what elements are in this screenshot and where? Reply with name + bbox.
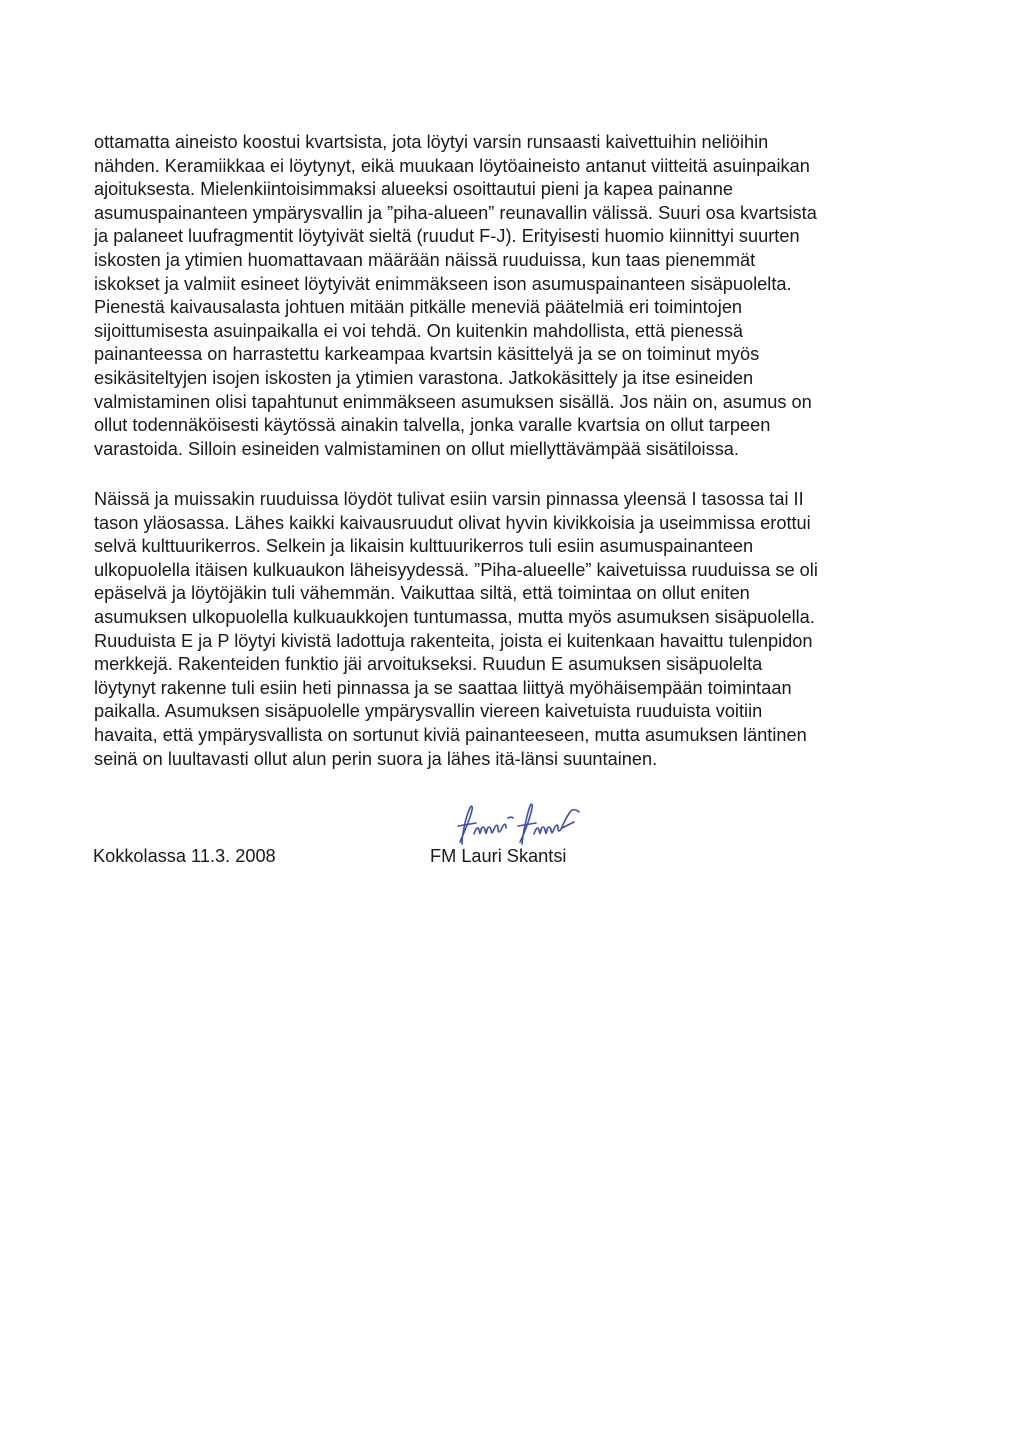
text-line: iskosten ja ytimien huomattavaan määrään näissä ruuduissa, kun taas pienemmät xyxy=(94,249,756,270)
text-line: iskokset ja valmiit esineet löytyivät enimmäkseen ison asumuspainanteen sisäpuolelta. xyxy=(94,273,792,294)
text-line: tason yläosassa. Lähes kaikki kaivausruudut olivat hyvin kivikkoisia ja useimmissa erottui xyxy=(94,512,811,533)
text-line: ottamatta aineisto koostui kvartsista, jota löytyi varsin runsaasti kaivettuihin neliöihin xyxy=(94,132,769,152)
signer-name: FM Lauri Skantsi xyxy=(430,846,567,866)
text-line: ajoituksesta. Mielenkiintoisimmaksi alueeksi osoittautui pieni ja kapea painanne xyxy=(94,179,733,200)
text-line: Pienestä kaivausalasta johtuen mitään pitkälle meneviä päätelmiä eri toimintojen xyxy=(94,297,743,318)
text-line: esikäsiteltyjen isojen iskosten ja ytimien varastona. Jatkokäsittely ja itse esineiden xyxy=(94,367,754,388)
text-line: löytynyt rakenne tuli esiin heti pinnassa ja se saattaa liittyä myöhäisempään toimintaan xyxy=(94,677,792,698)
text-line: valmistaminen olisi tapahtunut enimmäkseen asumuksen sisällä. Jos näin on, asumus on xyxy=(94,391,812,412)
text-line: ollut todennäköisesti käytössä ainakin talvella, jonka varalle kvartsia on ollut tarpeen xyxy=(94,415,771,436)
text-line: asumuksen ulkopuolella kulkuaukkojen tuntumassa, mutta myös asumuksen sisäpuolella. xyxy=(94,606,815,627)
text-line: varastoida. Silloin esineiden valmistaminen on ollut miellyttävämpää sisätiloissa. xyxy=(94,438,739,459)
text-line: selvä kulttuurikerros. Selkein ja likaisin kulttuurikerros tuli esiin asumuspainanteen xyxy=(94,536,754,557)
text-line: nähden. Keramiikkaa ei löytynyt, eikä muukaan löytöaineisto antanut viitteitä asuinpaikan xyxy=(94,155,810,176)
text-line: sijoittumisesta asuinpaikalla ei voi tehdä. On kuitenkin mahdollista, että pienessä xyxy=(94,320,744,341)
text-line: ja palaneet luufragmentit löytyivät sieltä (ruudut F-J). Erityisesti huomio kiinnittyi suurten xyxy=(94,226,800,247)
text-line: paikalla. Asumuksen sisäpuolelle ympärysvallin viereen kaivetuista ruuduista voitiin xyxy=(94,701,763,722)
text-line: Ruuduista E ja P löytyi kivistä ladottuja rakenteita, joista ei kuitenkaan havaittu tulenpidon xyxy=(94,630,813,651)
text-line: Näissä ja muissakin ruuduissa löydöt tulivat esiin varsin pinnassa yleensä I tasossa tai II xyxy=(94,489,804,509)
text-line: ulkopuolella itäisen kulkuaukon läheisyydessä. ”Piha-alueelle” kaivetuissa ruuduissa se oli xyxy=(94,559,818,580)
text-line: havaita, että ympärysvallista on sortunut kiviä painanteeseen, mutta asumuksen läntinen xyxy=(94,724,807,745)
text-line: epäselvä ja löytöjäkin tuli vähemmän. Vaikuttaa siltä, että toimintaa on ollut eniten xyxy=(94,583,750,604)
text-line: asumuspainanteen ympärysvallin ja ”piha-alueen” reunavallin välissä. Suuri osa kvartsista xyxy=(94,202,817,223)
text-line: painanteessa on harrastettu karkeampaa kvartsin käsittelyä ja se on toiminut myös xyxy=(94,344,760,365)
paragraph-observations xyxy=(94,488,924,771)
place-and-date: Kokkolassa 11.3. 2008 xyxy=(93,846,276,866)
paragraph-findings xyxy=(94,131,924,461)
text-line: merkkejä. Rakenteiden funktio jäi arvoitukseksi. Ruudun E asumuksen sisäpuolelta xyxy=(94,654,763,675)
handwritten-signature xyxy=(452,796,602,848)
text-line: seinä on luultavasti ollut alun perin suora ja lähes itä-länsi suuntainen. xyxy=(94,748,658,769)
